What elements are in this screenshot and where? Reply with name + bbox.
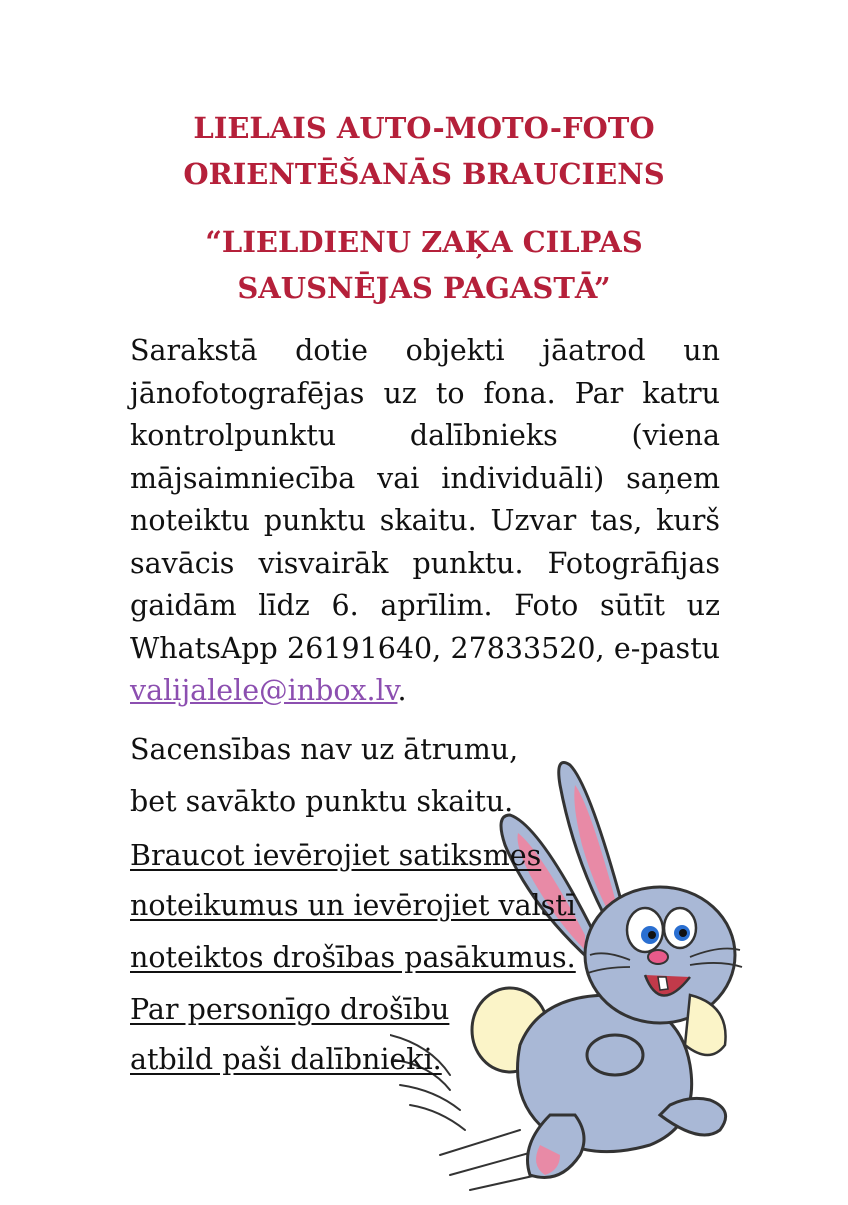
title-line-2: ORIENTĒŠANĀS BRAUCIENS [183,157,665,191]
note-line-3-text: Braucot ievērojiet satiksmes [130,839,542,872]
note-line-4-text: noteikumus un ievērojiet valstī [130,889,576,922]
note-line-7 [130,1042,442,1078]
note-line-7-text: atbild paši dalībnieki. [130,1043,442,1076]
note-line-6 [130,992,449,1028]
note-line-4 [130,888,576,924]
note-line-3 [130,838,541,874]
note-line-6-text: Par personīgo drošību [130,993,450,1026]
note-line-5-text: noteiktos drošības pasākumus. [130,941,576,974]
note-line-1: Sacensības nav uz ātrumu, [130,733,519,766]
note-line-2: bet savākto punktu skaitu. [130,785,514,818]
intro-text: Sarakstā dotie objekti jāatrod un jānofotografējas uz to fona. Par katru kontrolpunktu dalībnieks (viena mājsaimniecība vai individuāli) saņem noteiktu punktu skaitu. Uzvar tas, kurš savācis visvairāk punktu. Fotogrāfijas gaidām līdz 6. aprīlim. Foto sūtīt uz WhatsApp 26191640, 27833520, e-pastu [130,334,720,665]
subtitle-line-1: “LIELDIENU ZAĶA CILPAS [205,225,643,259]
note-line-5 [130,940,576,976]
intro-text-end: . [397,674,407,707]
intro-paragraph [130,330,720,713]
subtitle-line-2: SAUSNĒJAS PAGASTĀ” [237,271,611,305]
title-line-1: LIELAIS AUTO-MOTO-FOTO [193,111,655,145]
email-link[interactable]: valijalele@inbox.lv [130,674,398,707]
